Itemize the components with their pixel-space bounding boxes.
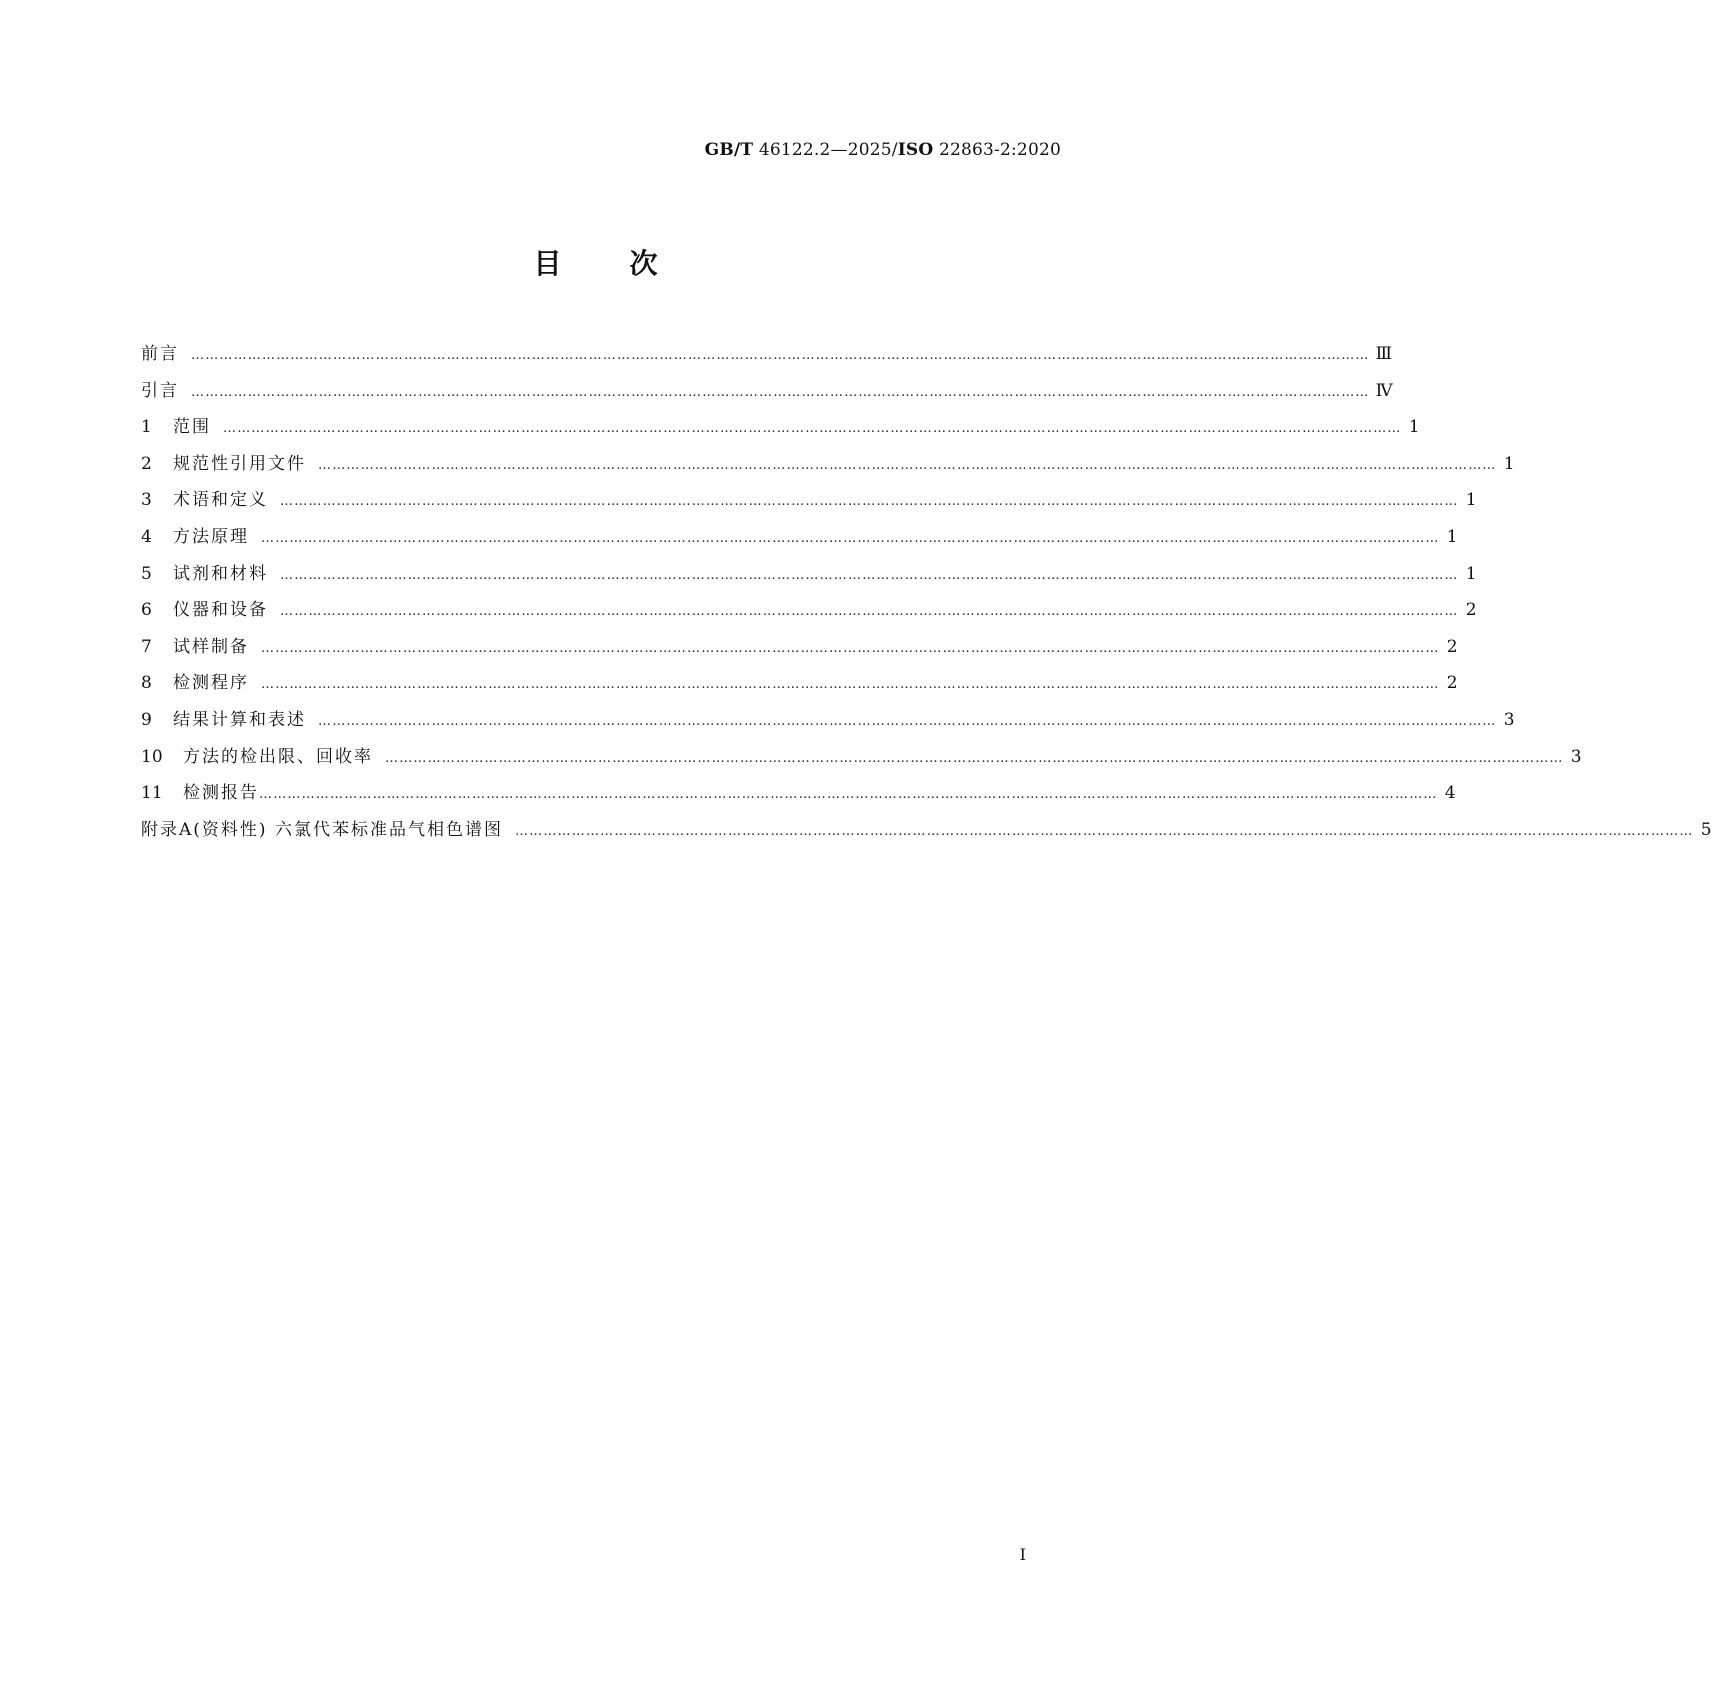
toc-entry[interactable] [141, 336, 1393, 373]
toc-entry-page: Ⅲ [1375, 344, 1393, 364]
toc-entry[interactable] [141, 629, 1458, 666]
toc-entry[interactable] [141, 409, 1420, 446]
toc-entry-number: 5 [141, 563, 152, 584]
code-prefix: GB/T [704, 140, 754, 160]
toc-entry-number: 11 [141, 783, 163, 804]
toc-entry-page: 5 [1700, 819, 1712, 840]
toc-entry-label: 试样制备 [173, 636, 249, 657]
toc-leader-dots: …………………………………………………………………………………………………………………………………………………………………………………………………………………………… [514, 823, 1694, 839]
toc-entry-label: 范围 [173, 417, 211, 438]
toc-entry-label: 结果计算和表述 [173, 709, 306, 730]
toc-entry[interactable] [141, 739, 1582, 776]
code-number: 46122.2—2025/ [758, 140, 898, 160]
toc-leader-dots: …………………………………………………………………………………………………………………………………………………………………………………………………………………………… [385, 750, 1564, 766]
toc-entry[interactable] [141, 812, 1712, 849]
toc-leader-dots: …………………………………………………………………………………………………………………………………………………………………………………………………………………………… [261, 677, 1440, 693]
toc-entry[interactable] [141, 446, 1515, 483]
toc-entry-page: 3 [1503, 709, 1515, 730]
toc-entry-label: 试剂和材料 [173, 563, 268, 584]
toc-entry-label: 附录A(资料性) 六氯代苯标准品气相色谱图 [141, 819, 503, 840]
toc-leader-dots: …………………………………………………………………………………………………………………………………………………………………………………………………………………………… [261, 530, 1440, 546]
toc-entry-number: 8 [141, 673, 152, 694]
toc-entry-label: 仪器和设备 [173, 600, 268, 621]
toc-entry-label: 检测报告 [183, 783, 259, 804]
page-number: Ⅰ [1019, 1545, 1026, 1564]
code-iso: ISO [897, 140, 934, 160]
toc-entry-page: Ⅳ [1375, 380, 1393, 401]
toc-entry[interactable] [141, 702, 1515, 739]
toc-entry-page: 1 [1503, 453, 1515, 474]
toc-entry-number: 9 [141, 709, 152, 730]
toc-entry-label: 引言 [141, 380, 179, 401]
toc-entry-label: 前言 [141, 344, 179, 364]
standard-code [705, 140, 1061, 160]
toc-leader-dots: …………………………………………………………………………………………………………………………………………………………………………………………………………………………… [261, 640, 1440, 656]
toc-entry[interactable] [141, 665, 1458, 702]
toc-entry-page: 2 [1465, 600, 1477, 621]
toc-entry-page: 1 [1408, 417, 1420, 438]
code-iso-number: 22863-2:2020 [938, 140, 1061, 160]
toc-leader-dots: …………………………………………………………………………………………………………………………………………………………………………………………………………………………… [280, 567, 1459, 583]
toc-entry-number: 4 [141, 526, 152, 547]
toc-entry-label: 方法的检出限、回收率 [183, 746, 373, 767]
toc-leader-dots: …………………………………………………………………………………………………………………………………………………………………………………………………………………………… [318, 457, 1497, 473]
toc-entry-number: 10 [141, 746, 163, 767]
toc-leader-dots: …………………………………………………………………………………………………………………………………………………………………………………………………………………………… [223, 421, 1402, 437]
toc-entry-page: 3 [1570, 746, 1582, 767]
toc-leader-dots: …………………………………………………………………………………………………………………………………………………………………………………………………………………………… [259, 787, 1438, 803]
toc-entry[interactable] [141, 592, 1477, 629]
toc-entry[interactable] [141, 373, 1393, 410]
toc-leader-dots: …………………………………………………………………………………………………………………………………………………………………………………………………………………………… [280, 604, 1459, 620]
toc-entry-label: 术语和定义 [173, 490, 268, 511]
toc-entry[interactable] [141, 556, 1477, 593]
toc-leader-dots: …………………………………………………………………………………………………………………………………………………………………………………………………………………………… [318, 713, 1497, 729]
toc-entry[interactable] [141, 482, 1477, 519]
toc-entry-page: 1 [1446, 526, 1458, 547]
toc-entry-number: 1 [141, 417, 152, 438]
table-of-contents [141, 336, 1712, 848]
toc-entry-label: 规范性引用文件 [173, 453, 306, 474]
page-title: 目次 [533, 247, 726, 280]
toc-leader-dots: …………………………………………………………………………………………………………………………………………………………………………………………………………………………… [191, 348, 1370, 363]
toc-entry-page: 1 [1465, 563, 1477, 584]
toc-leader-dots: …………………………………………………………………………………………………………………………………………………………………………………………………………………………… [280, 494, 1459, 510]
toc-entry-label: 检测程序 [173, 673, 249, 694]
toc-entry-page: 2 [1446, 636, 1458, 657]
toc-entry-number: 3 [141, 490, 152, 511]
toc-entry-page: 1 [1465, 490, 1477, 511]
toc-entry-label: 方法原理 [173, 526, 249, 547]
toc-entry[interactable] [141, 775, 1456, 812]
toc-entry-page: 4 [1444, 783, 1456, 804]
toc-entry-number: 2 [141, 453, 152, 474]
toc-leader-dots: …………………………………………………………………………………………………………………………………………………………………………………………………………………………… [191, 384, 1370, 400]
toc-entry-number: 7 [141, 636, 152, 657]
toc-entry[interactable] [141, 519, 1458, 556]
toc-entry-page: 2 [1446, 673, 1458, 694]
toc-entry-number: 6 [141, 600, 152, 621]
